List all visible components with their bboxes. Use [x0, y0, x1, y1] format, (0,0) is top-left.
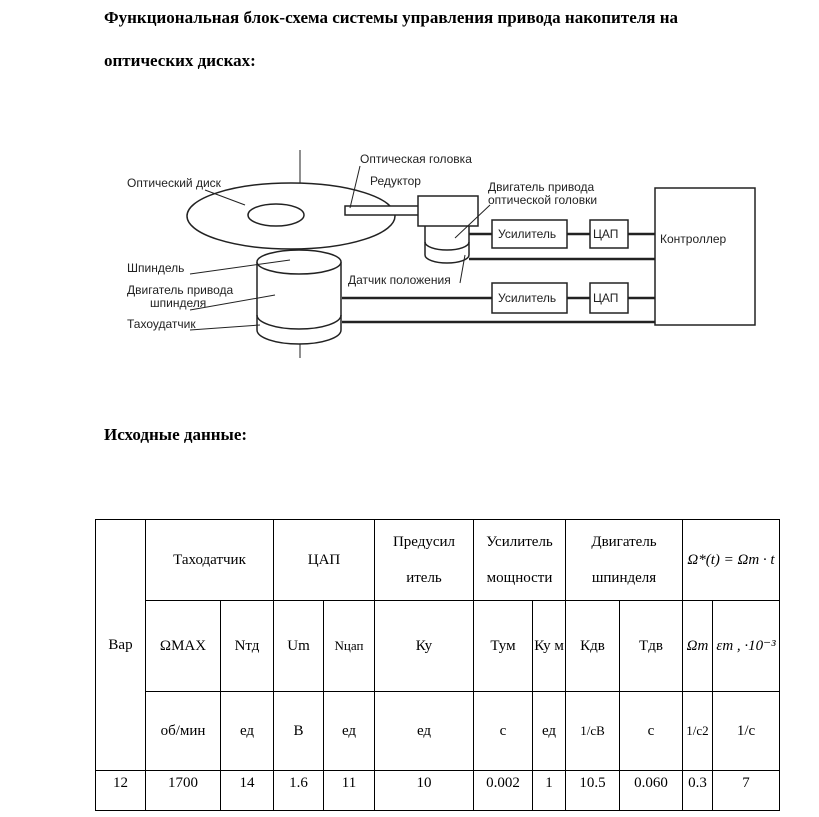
- cell: 0.002: [474, 771, 533, 811]
- param: Nтд: [221, 601, 274, 692]
- label-spindle-motor-2: шпинделя: [150, 296, 207, 310]
- label-position-sensor: Датчик положения: [348, 273, 451, 287]
- param: Ку: [375, 601, 474, 692]
- param: Кдв: [566, 601, 620, 692]
- param: ΩMAX: [146, 601, 221, 692]
- unit: 1/с2: [683, 692, 713, 771]
- param: Ку м: [533, 601, 566, 692]
- label-head-motor-2: оптической головки: [488, 193, 598, 207]
- unit: об/мин: [146, 692, 221, 771]
- label-spindle-motor: Двигатель привода: [127, 283, 234, 297]
- param: Um: [274, 601, 324, 692]
- cell: 12: [96, 771, 146, 811]
- group-tacho: Таходатчик: [146, 520, 274, 601]
- group-preamp: Предусил итель: [375, 520, 474, 601]
- col-var: Вар: [96, 520, 146, 771]
- controller: [655, 188, 755, 325]
- unit: 1/с: [713, 692, 780, 771]
- label-head-motor: Двигатель привода: [488, 180, 595, 194]
- label-amp-2: Усилитель: [498, 291, 557, 305]
- table-row: [96, 771, 780, 811]
- cell: 1: [533, 771, 566, 811]
- group-power-amp: Усилитель мощности: [474, 520, 566, 601]
- param: εm , ·10⁻³: [713, 601, 780, 692]
- label-head: Оптическая головка: [360, 152, 472, 166]
- unit: с: [620, 692, 683, 771]
- param: Тум: [474, 601, 533, 692]
- group-spindle-motor: Двигатель шпинделя: [566, 520, 683, 601]
- optical-disk: [187, 183, 395, 249]
- label-reducer: Редуктор: [370, 174, 421, 188]
- cell: 1700: [146, 771, 221, 811]
- document-title: Функциональная блок-схема системы управления привода накопителя на: [104, 8, 679, 27]
- document-title-cont: оптических дисках:: [104, 51, 256, 70]
- label-dac-1: ЦАП: [593, 227, 619, 241]
- label-tacho: Тахоудатчик: [127, 317, 196, 331]
- group-dac: ЦАП: [274, 520, 375, 601]
- unit: В: [274, 692, 324, 771]
- optical-head: [345, 206, 420, 215]
- unit: 1/сВ: [566, 692, 620, 771]
- label-dac-2: ЦАП: [593, 291, 619, 305]
- unit: ед: [533, 692, 566, 771]
- cell: 1.6: [274, 771, 324, 811]
- param: Nцап: [324, 601, 375, 692]
- group-formula: Ω*(t) = Ωm · t: [683, 520, 780, 601]
- label-controller: Контроллер: [660, 232, 727, 246]
- param: Ωm: [683, 601, 713, 692]
- unit: ед: [221, 692, 274, 771]
- unit: ед: [324, 692, 375, 771]
- data-table: [95, 519, 780, 811]
- cell: 14: [221, 771, 274, 811]
- param: Тдв: [620, 601, 683, 692]
- label-spindle: Шпиндель: [127, 261, 185, 275]
- cell: 0.060: [620, 771, 683, 811]
- cell: 10: [375, 771, 474, 811]
- unit: с: [474, 692, 533, 771]
- cell: 10.5: [566, 771, 620, 811]
- unit: ед: [375, 692, 474, 771]
- cell: 11: [324, 771, 375, 811]
- cell: 7: [713, 771, 780, 811]
- reducer: [418, 196, 478, 226]
- label-amp-1: Усилитель: [498, 227, 557, 241]
- cell: 0.3: [683, 771, 713, 811]
- section-title: Исходные данные:: [104, 425, 248, 444]
- label-disk: Оптический диск: [127, 176, 221, 190]
